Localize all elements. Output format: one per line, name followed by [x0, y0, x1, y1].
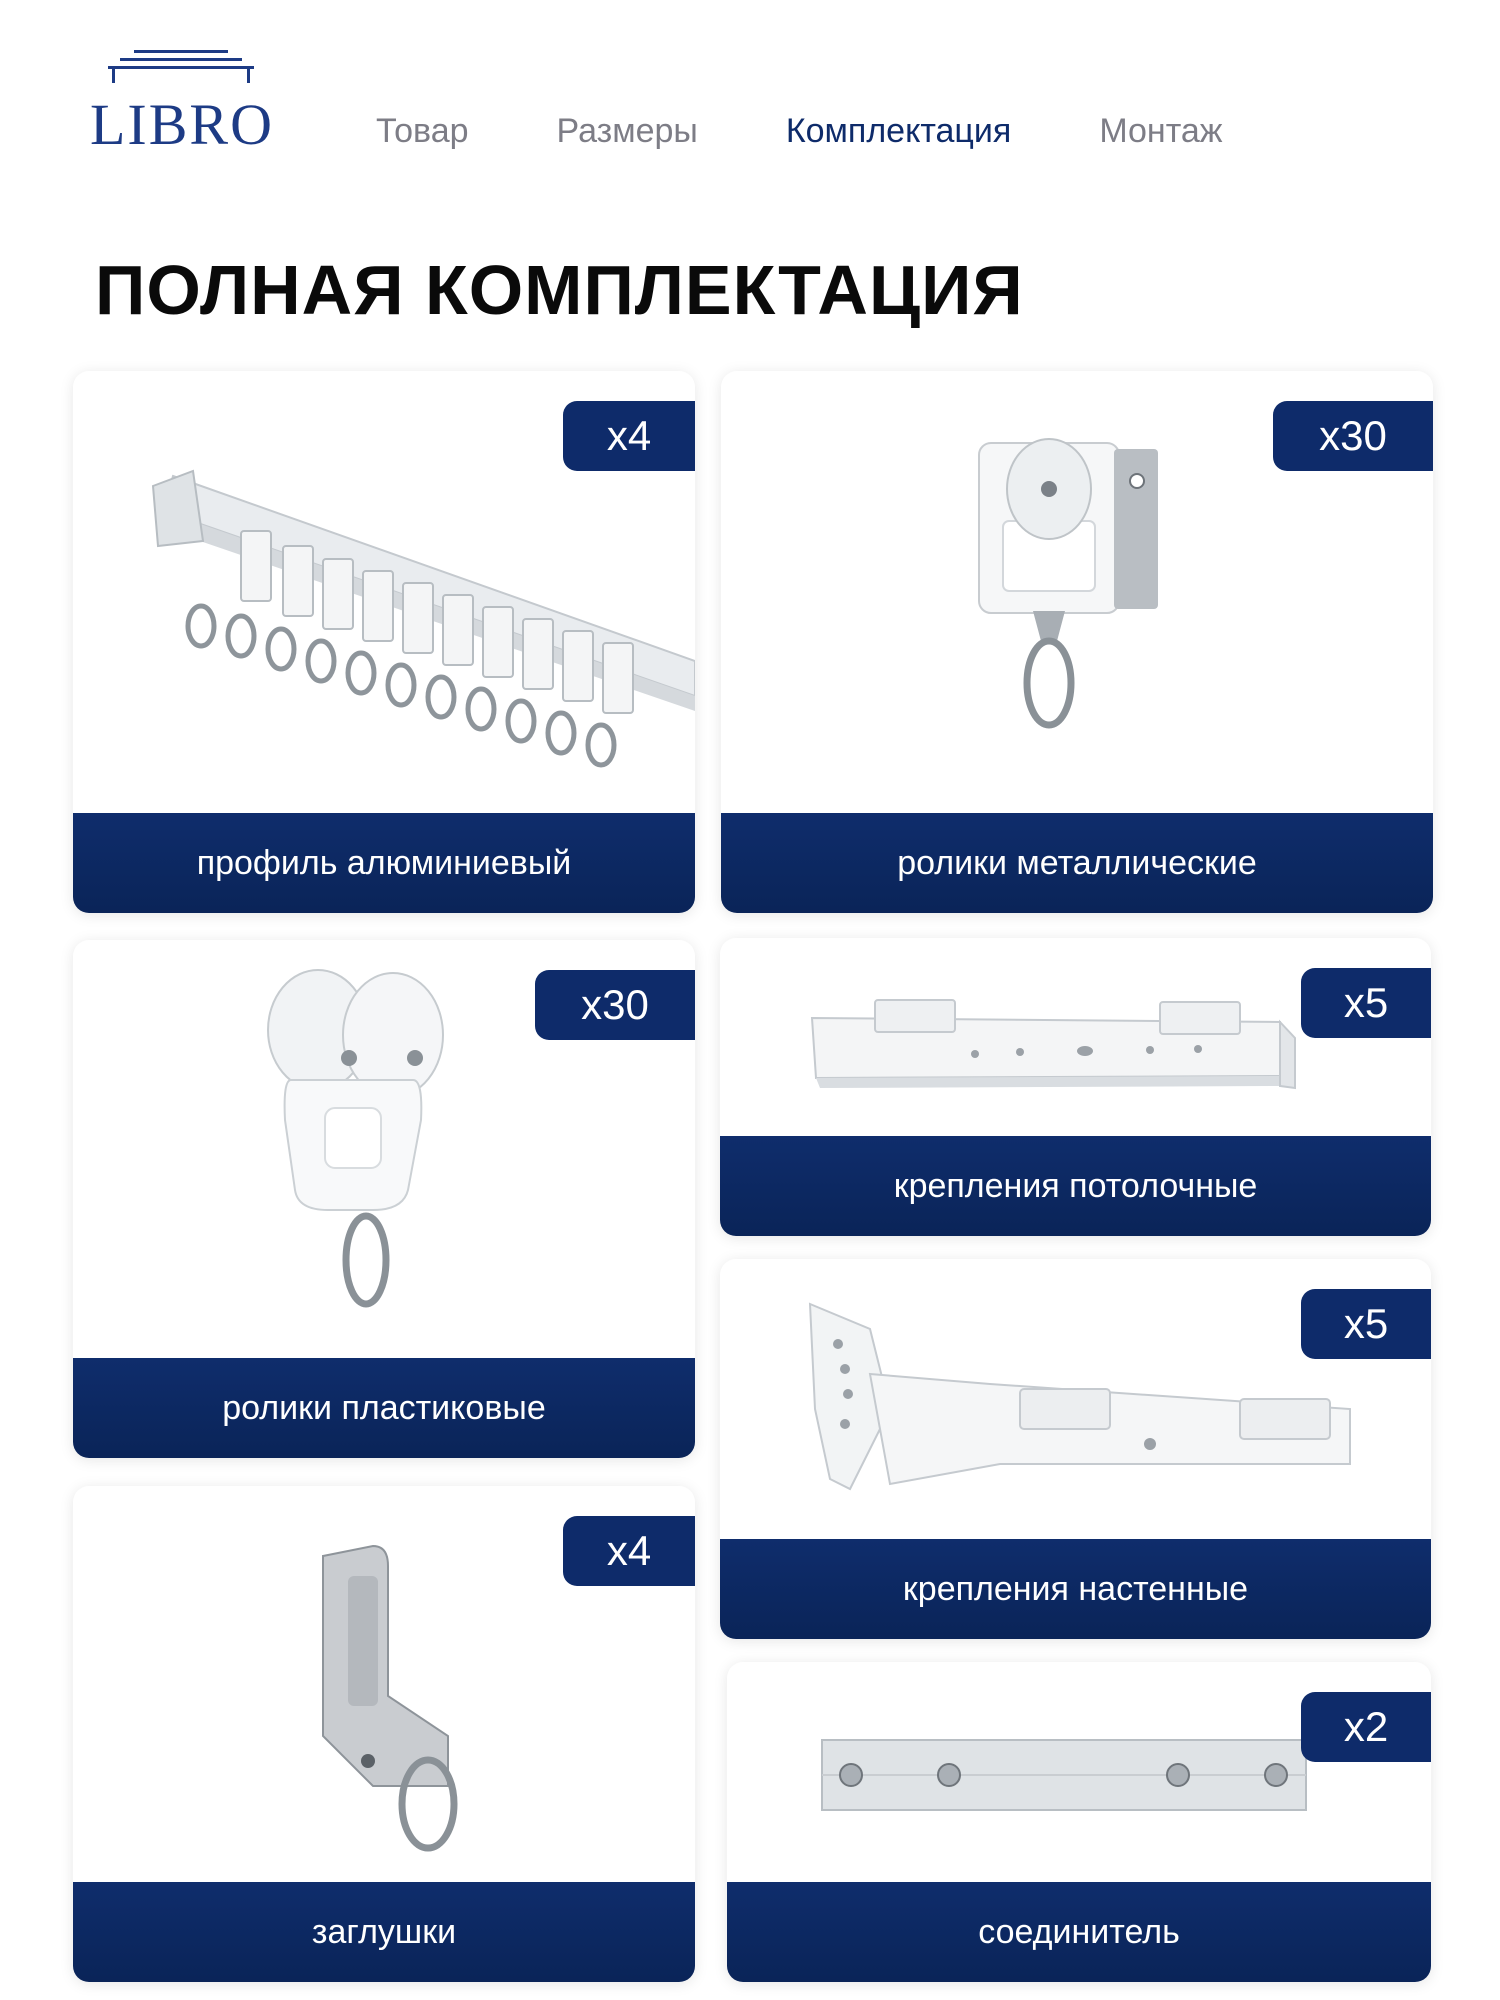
count-badge: x5 — [1301, 1289, 1431, 1359]
item-card-plastic-rollers — [73, 940, 695, 1458]
curtain-rod-logo-icon — [106, 48, 256, 86]
header — [0, 0, 1500, 200]
item-label: ролики пластиковые — [73, 1358, 695, 1458]
item-card-ceiling-brackets — [720, 938, 1431, 1236]
item-card-end-caps — [73, 1486, 695, 1982]
logo-text: LIBRO — [90, 92, 274, 157]
item-card-wall-brackets — [720, 1259, 1431, 1639]
nav-item-razmery[interactable]: Размеры — [556, 112, 698, 150]
nav-item-tovar[interactable]: Товар — [376, 112, 469, 150]
item-label: крепления потолочные — [720, 1136, 1431, 1236]
item-label: крепления настенные — [720, 1539, 1431, 1639]
nav-item-montazh[interactable]: Монтаж — [1099, 112, 1223, 150]
count-badge: x4 — [563, 401, 695, 471]
item-label: ролики металлические — [721, 813, 1433, 913]
top-nav — [376, 106, 1311, 156]
count-badge: x30 — [1273, 401, 1433, 471]
item-card-metal-rollers — [721, 371, 1433, 913]
count-badge: x5 — [1301, 968, 1431, 1038]
count-badge: x30 — [535, 970, 695, 1040]
libro-logo[interactable] — [90, 48, 274, 158]
item-label: соединитель — [727, 1882, 1431, 1982]
count-badge: x2 — [1301, 1692, 1431, 1762]
nav-item-komplektaciya[interactable]: Комплектация — [785, 112, 1012, 150]
item-label: заглушки — [73, 1882, 695, 1982]
item-label: профиль алюминиевый — [73, 813, 695, 913]
count-badge: x4 — [563, 1516, 695, 1586]
item-card-profile — [73, 371, 695, 913]
item-card-connector — [727, 1662, 1431, 1982]
page-title: ПОЛНАЯ КОМПЛЕКТАЦИЯ — [95, 251, 1024, 329]
